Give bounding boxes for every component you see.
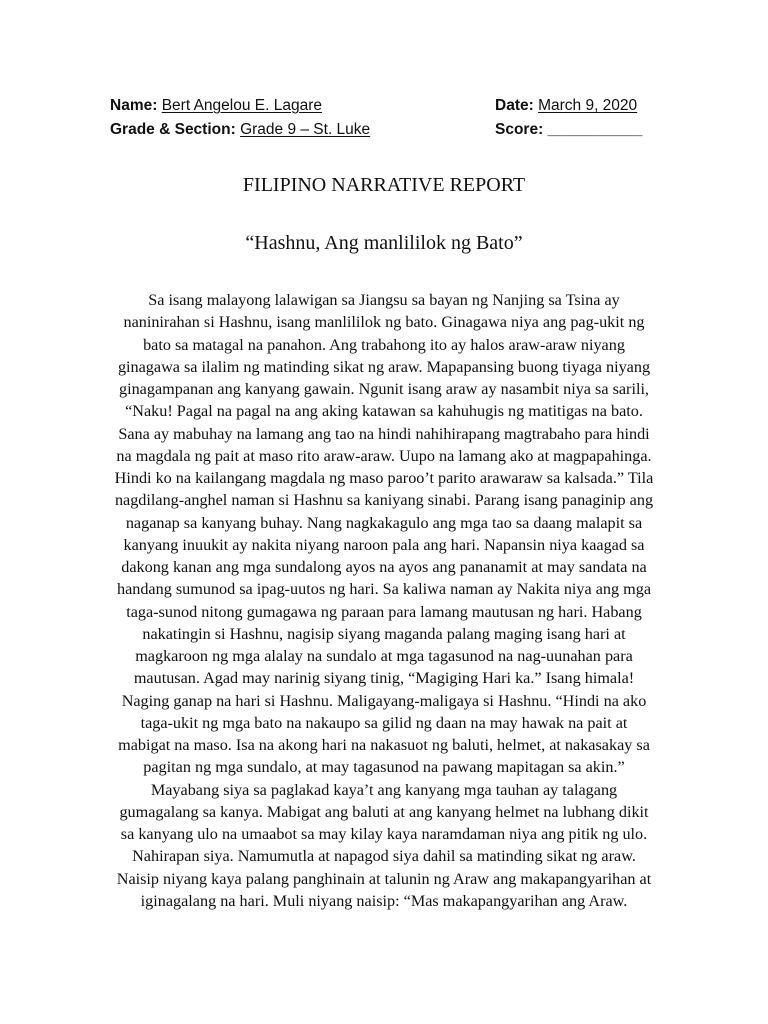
paragraph-line: na magdala ng pait at maso rito araw-araw. Uupo na lamang ako at magpapahinga. <box>116 446 652 465</box>
score-field <box>495 120 642 140</box>
paragraph-line: Mayabang siya sa paglakad kaya’t ang kanyang mga tauhan ay talagang <box>150 780 618 799</box>
paragraph-line: naganap sa kanyang buhay. Nang nagkakagulo ang mga tao sa daang malapit sa <box>125 513 643 532</box>
paragraph-line: dakong kanan ang mga sundalong ayos na ayos ang pananamit at may sandata na <box>121 558 647 576</box>
name-value: Bert Angelou E. Lagare <box>161 97 322 114</box>
paragraph-line: mautusan. Agad may narinig siyang tinig, “Magiging Hari ka.” Isang himala! <box>133 669 635 688</box>
paragraph-line: gumagalang sa kanya. Mabigat ang baluti at ang kanyang helmet na lubhang dikit <box>119 802 649 821</box>
paragraph-line: nagdilang-anghel naman si Hashnu sa kaniyang sinabi. Parang isang panaginip ang <box>114 491 654 510</box>
name-label: Name: <box>110 97 158 114</box>
score-label: Score: <box>495 121 544 138</box>
paragraph-line: Naging ganap na hari si Hashnu. Maligayang-maligaya si Hashnu. “Hindi na ako <box>121 691 647 710</box>
paragraph-line: Nahirapan siya. Namumutla at napagod siya dahil sa matinding sikat ng araw. <box>132 847 636 866</box>
date-value: March 9, 2020 <box>538 97 638 114</box>
grade-section-label: Grade & Section: <box>110 121 236 138</box>
paragraph-line: mabigat na maso. Isa na akong hari na nakasuot ng baluti, helmet, at nakasakay sa <box>118 736 650 754</box>
story-paragraph <box>60 289 708 912</box>
paragraph-line: kanyang inuukit ay nakita niyang naroon pala ang hari. Napansin niya kaagad sa <box>123 535 645 554</box>
paragraph-line: ginagawa sa ilalim ng matinding sikat ng araw. Mapapansing buong tiyaga niyang <box>117 357 651 376</box>
story-title: “Hashnu, Ang manlililok ng Bato” <box>245 232 523 254</box>
name-field <box>110 96 322 116</box>
paragraph-line: handang sumunod sa ipag-uutos ng hari. Sa kaliwa naman ay Nakita niya ang mga <box>116 580 652 599</box>
paragraph-line: Sana ay mabuhay na lamang ang tao na hindi nahihirapang magtrabaho para hindi <box>118 424 650 443</box>
paragraph-line: naninirahan si Hashnu, isang manlililok ng bato. Ginagawa niya ang pag-ukit ng <box>123 313 645 332</box>
paragraph-line: “Naku! Pagal na pagal na ang aking katawan sa kahuhugis ng matitigas na bato. <box>125 402 643 421</box>
paragraph-line: iginagalang na hari. Muli niyang naisip: “Mas makapangyarihan ang Araw. <box>140 891 628 910</box>
paragraph-line: Sa isang malayong lalawigan sa Jiangsu sa bayan ng Nanjing sa Tsina ay <box>148 291 620 309</box>
score-blank: ___________ <box>547 121 643 138</box>
paragraph-line: Naisip niyang kaya palang panghinain at talunin ng Araw ang makapangyarihan at <box>116 869 652 888</box>
grade-section-value: Grade 9 – St. Luke <box>240 121 371 138</box>
report-title: FILIPINO NARRATIVE REPORT <box>242 174 526 196</box>
date-field <box>495 96 637 116</box>
grade-section-field <box>110 120 370 140</box>
paragraph-line: magkaroon ng mga alalay na sundalo at mga tagasunod na nag-uunahan para <box>135 647 633 665</box>
date-label: Date: <box>495 97 534 114</box>
paragraph-line: taga-sunod nitong gumagawa ng paraan para lamang mautusan ng hari. Habang <box>126 602 642 621</box>
paragraph-line: Hindi ko na kailangang magdala ng maso paroo’t parito arawaraw sa kalsada.” Tila <box>114 469 654 487</box>
paragraph-line: sa kanyang ulo na umaabot sa may kilay kaya naramdaman niya ang pitik ng ulo. <box>120 825 648 843</box>
paragraph-line: bato sa matagal na panahon. Ang trabahong ito ay halos araw-araw niyang <box>143 335 625 354</box>
paragraph-line: pagitan ng mga sundalo, at may tagasunod na pawang mapitagan sa akin.” <box>143 758 625 777</box>
paragraph-line: taga-ukit ng mga bato na nakaupo sa gilid ng daan na may hawak na pait at <box>140 713 628 732</box>
paragraph-line: nakatingin si Hashnu, nagisip siyang maganda palang maging isang hari at <box>142 624 626 643</box>
paragraph-line: ginagampanan ang kanyang gawain. Ngunit isang araw ay nasambit niya sa sarili, <box>119 380 649 398</box>
